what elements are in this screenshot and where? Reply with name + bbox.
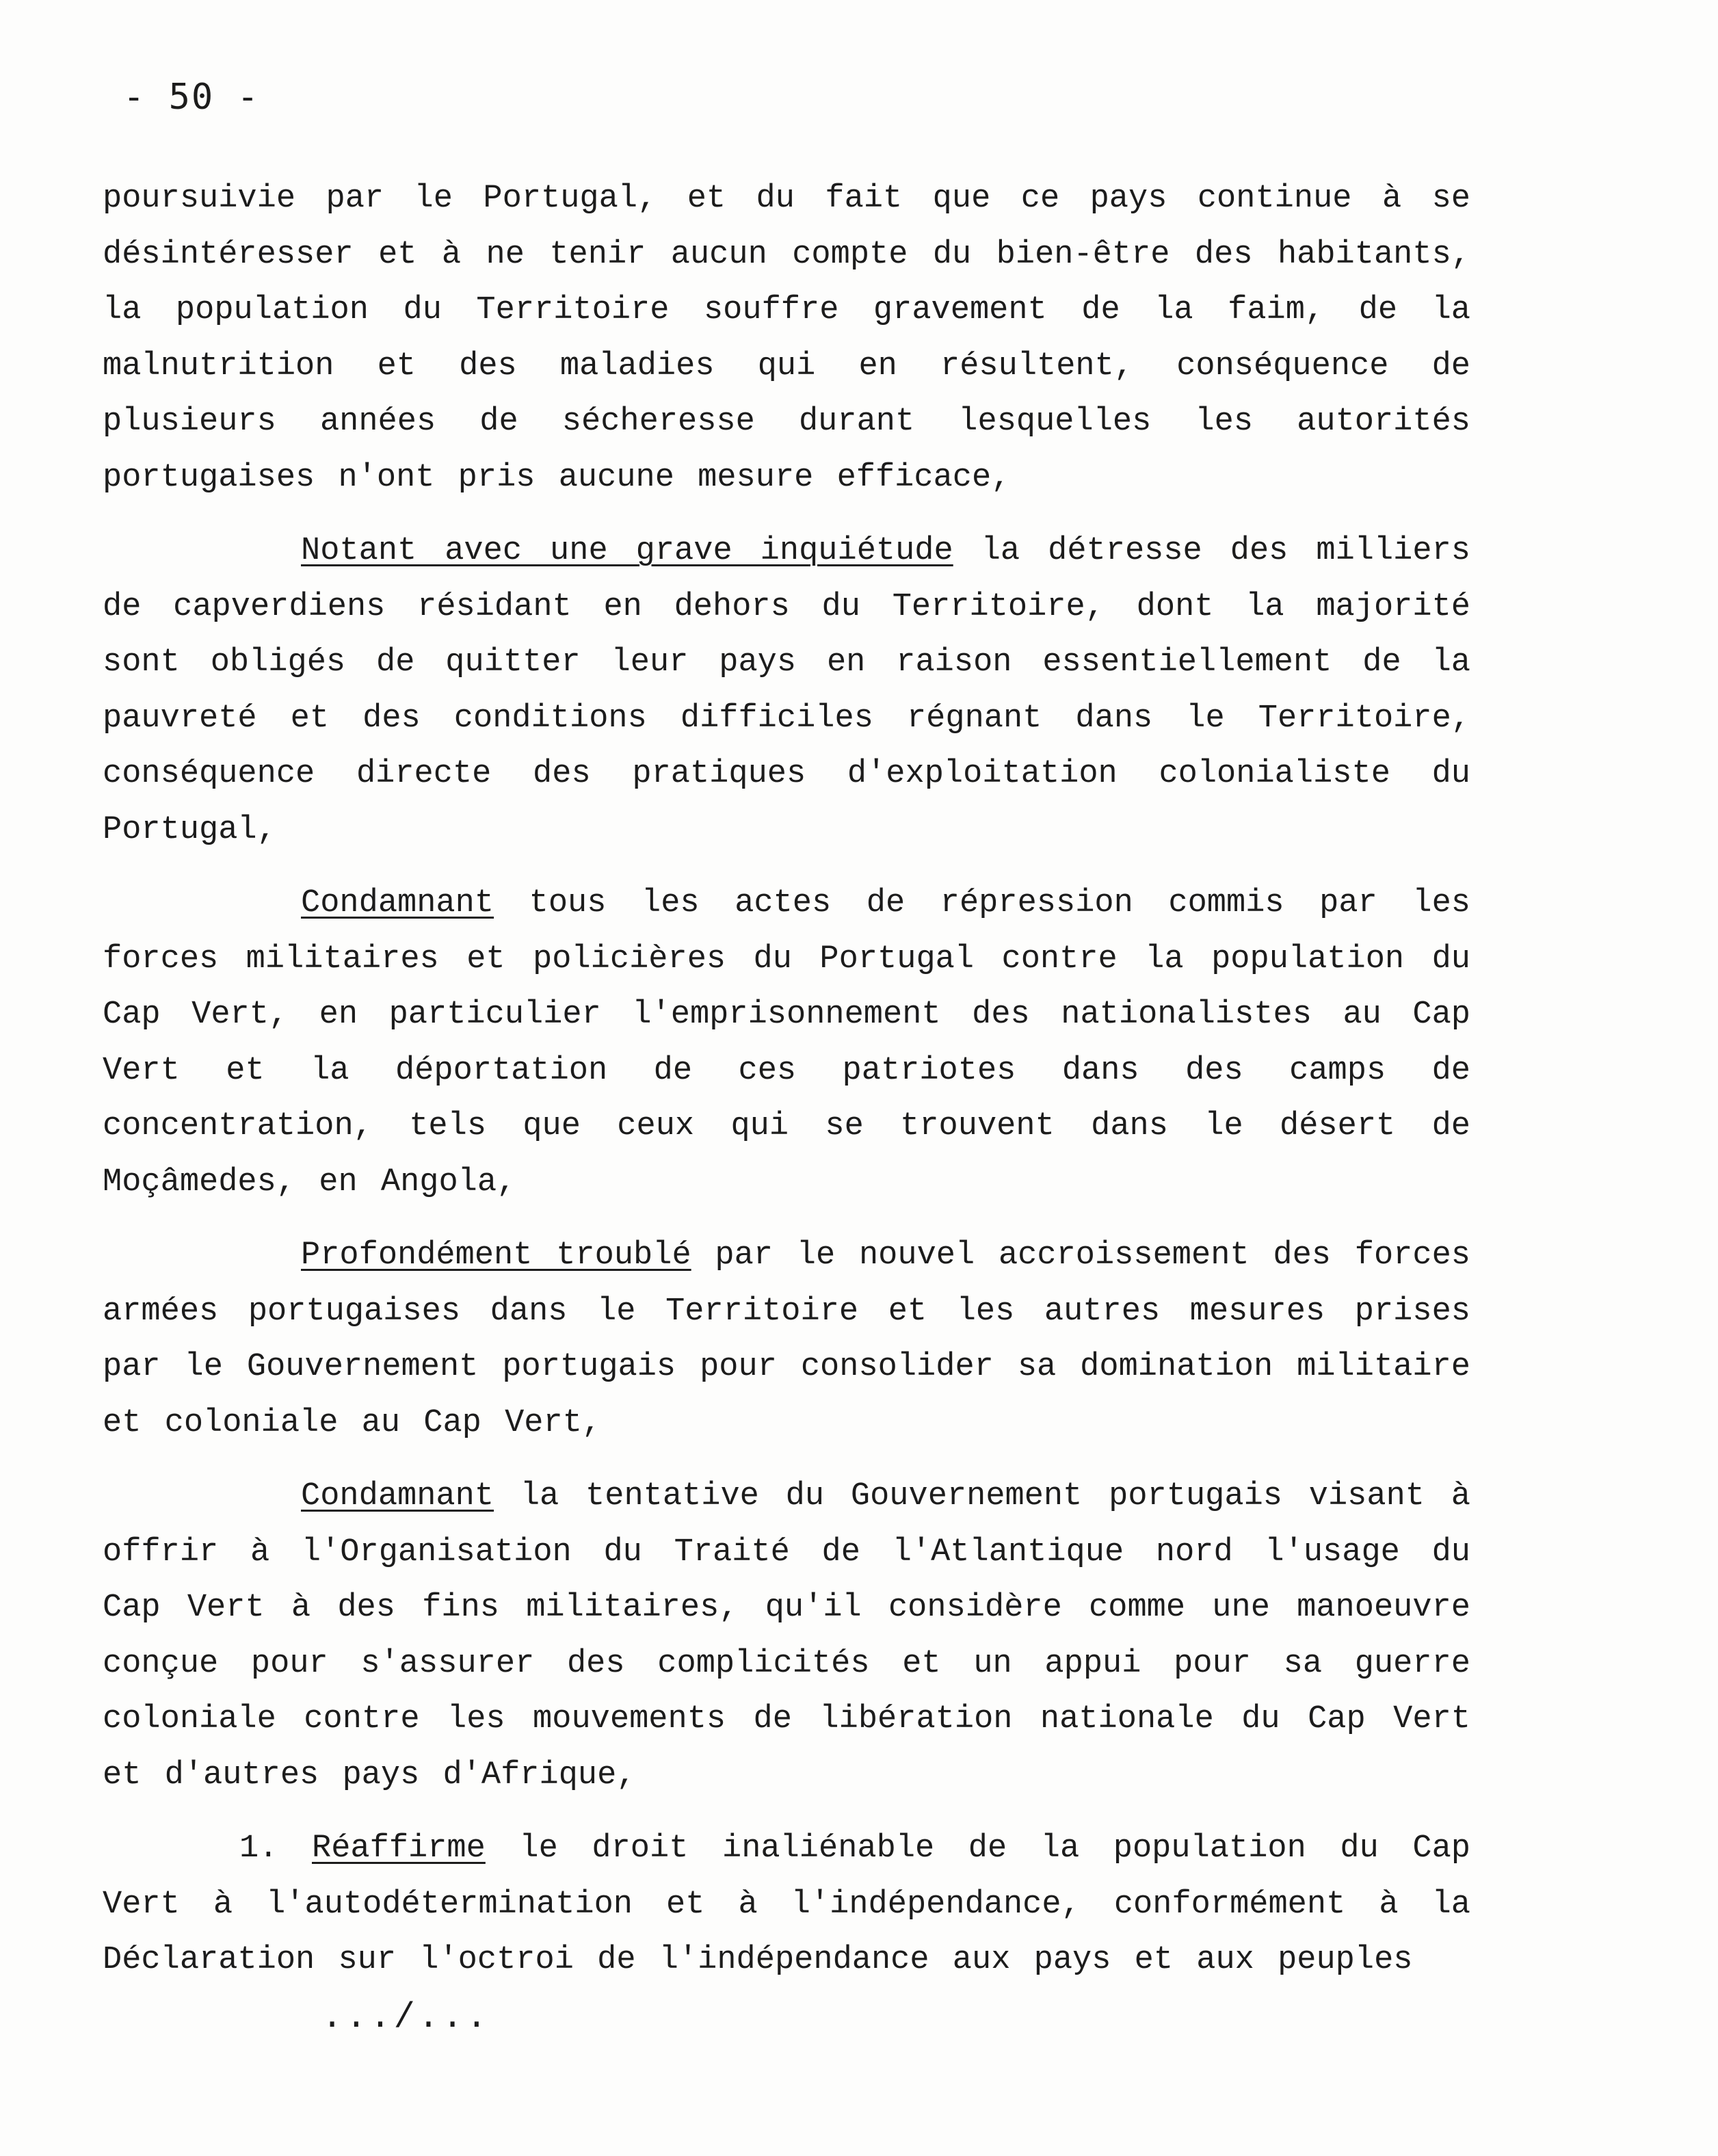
- paragraph-lead-underlined: Notant avec une grave inquiétude: [301, 533, 953, 569]
- resolution-text: [103, 171, 1470, 2006]
- paragraph-lead-underlined: Profondément troublé: [301, 1237, 691, 1274]
- paragraph-profondement-trouble: [103, 1228, 1470, 1451]
- paragraph-notant: [103, 523, 1470, 858]
- paragraph-lead-underlined: Condamnant: [301, 1478, 494, 1514]
- continuation-marker: .../...: [321, 1997, 490, 2038]
- paragraph-reaffirme: [103, 1821, 1470, 1988]
- paragraph-condamnant-repression: [103, 876, 1470, 1210]
- paragraph-number: 1.: [239, 1830, 278, 1867]
- paragraph-text: la tentative du Gouvernement portugais visant à offrir à l'Organisation du Traité de l'Atlantique nord l'usage du Cap Vert à des fins militaires, qu'il considère comme une manoeuvre conçue pour s'assurer des complicités et un appui pour sa guerre coloniale contre les mouvements de libération nationale du Cap Vert et d'autres pays d'Afrique,: [103, 1478, 1470, 1793]
- page-number: - 50 -: [123, 77, 260, 118]
- paragraph-text: tous les actes de répression commis par les forces militaires et policières du Portugal contre la population du Cap Vert, en particulier l'emprisonnement des nationalistes au Cap Vert et la déportation de ces patriotes dans des camps de concentration, tels que ceux qui se trouvent dans le désert de Moçâmedes, en Angola,: [103, 885, 1470, 1200]
- paragraph-text: la détresse des milliers de capverdiens résidant en dehors du Territoire, dont la majorité sont obligés de quitter leur pays en raison essentiellement de la pauvreté et des conditions difficiles régnant dans le Territoire, conséquence directe des pratiques d'exploitation colonialiste du Portugal,: [103, 533, 1470, 848]
- paragraph-poursuivie: [103, 171, 1470, 505]
- paragraph-text: par le nouvel accroissement des forces armées portugaises dans le Territoire et les autres mesures prises par le Gouvernement portugais pour consolider sa domination militaire et coloniale au Cap Vert,: [103, 1237, 1470, 1441]
- paragraph-text: poursuivie par le Portugal, et du fait que ce pays continue à se désintéresser et à ne tenir aucun compte du bien-être des habitants, la population du Territoire souffre gravement de la faim, de la malnutrition et des maladies qui en résultent, conséquence de plusieurs années de sécheresse durant lesquelles les autorités portugaises n'ont pris aucune mesure efficace,: [103, 181, 1470, 496]
- paragraph-condamnant-otan: [103, 1469, 1470, 1803]
- paragraph-text: le droit inaliénable de la population du Cap Vert à l'autodétermination et à l'indépendance, conformément à la Déclaration sur l'octroi de l'indépendance aux pays et aux peuples: [103, 1830, 1470, 1978]
- paragraph-lead-underlined: Réaffirme: [312, 1830, 486, 1867]
- paragraph-lead-underlined: Condamnant: [301, 885, 494, 921]
